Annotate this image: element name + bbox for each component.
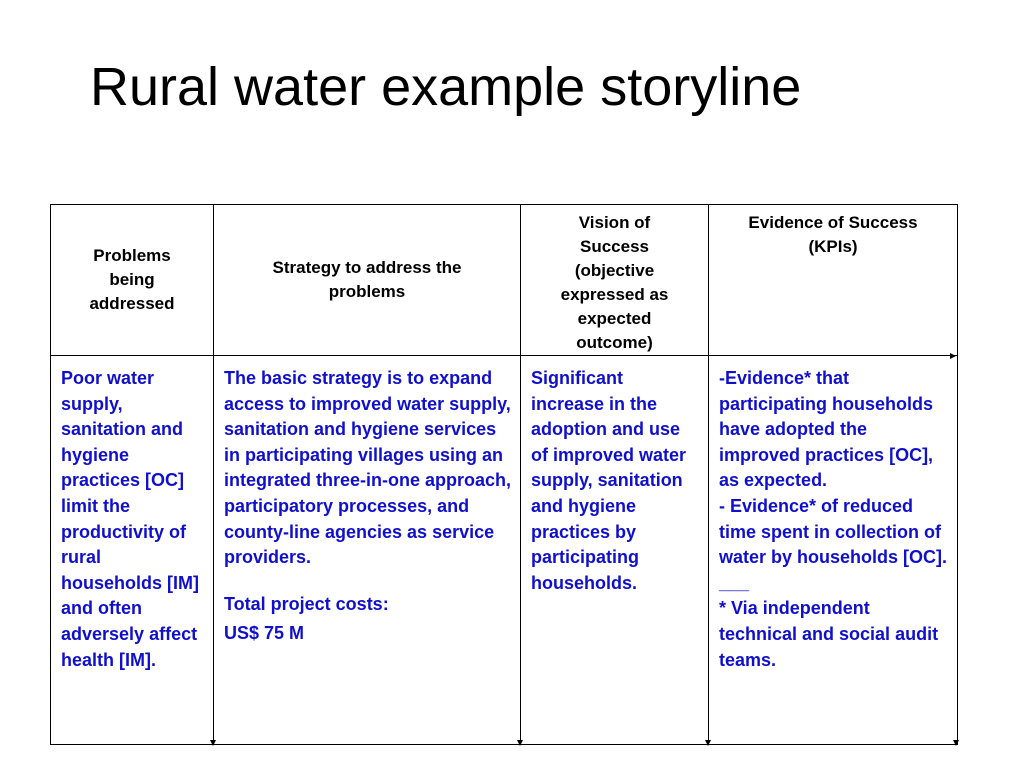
table-row — [51, 356, 958, 745]
header-evidence — [709, 205, 958, 356]
header-problems — [51, 205, 214, 356]
cell-problems — [51, 356, 214, 745]
header-vision-label: Vision of Success (objective expressed as expected outcome) — [560, 213, 669, 352]
evidence-footnote: * Via independent technical and social audit teams. — [719, 598, 939, 670]
evidence-separator: ___ — [719, 572, 750, 593]
header-problems-label: Problems being addressed — [89, 246, 175, 313]
evidence-item-2: - Evidence* of reduced time spent in collection of water by households [OC]. — [719, 495, 948, 568]
costs-label: Total project costs: — [224, 593, 389, 614]
cell-evidence — [709, 356, 958, 745]
slide-title: Rural water example storyline — [90, 57, 802, 117]
vision-text: Significant increase in the adoption and use of improved water supply, sanitation and hygiene practices by participating households. — [531, 368, 687, 593]
row-marker-icon — [950, 353, 956, 359]
evidence-item-1: -Evidence* that participating households have adopted the improved practices [OC], as expected. — [719, 368, 934, 491]
storyline-table — [50, 204, 958, 745]
header-vision — [521, 205, 709, 356]
column-marker-icon — [705, 740, 711, 746]
costs-value: US$ 75 M — [224, 623, 305, 644]
cell-strategy — [214, 356, 521, 745]
column-marker-icon — [517, 740, 523, 746]
column-marker-icon — [210, 740, 216, 746]
table-header-row — [51, 205, 958, 356]
column-marker-icon — [953, 740, 959, 746]
strategy-text: The basic strategy is to expand access to improved water supply, sanitation and hygiene services in participating villages using an integrated three-in-one approach, participatory processes, and county-line agencies as service providers. — [224, 368, 512, 568]
problems-text: Poor water supply, sanitation and hygiene practices [OC] limit the productivity of rural households [IM] and often adversely affect health [IM]. — [61, 368, 199, 670]
header-evidence-label: Evidence of Success (KPIs) — [748, 213, 918, 256]
header-strategy-label: Strategy to address the problems — [272, 258, 462, 301]
cell-vision — [521, 356, 709, 745]
header-strategy — [214, 205, 521, 356]
